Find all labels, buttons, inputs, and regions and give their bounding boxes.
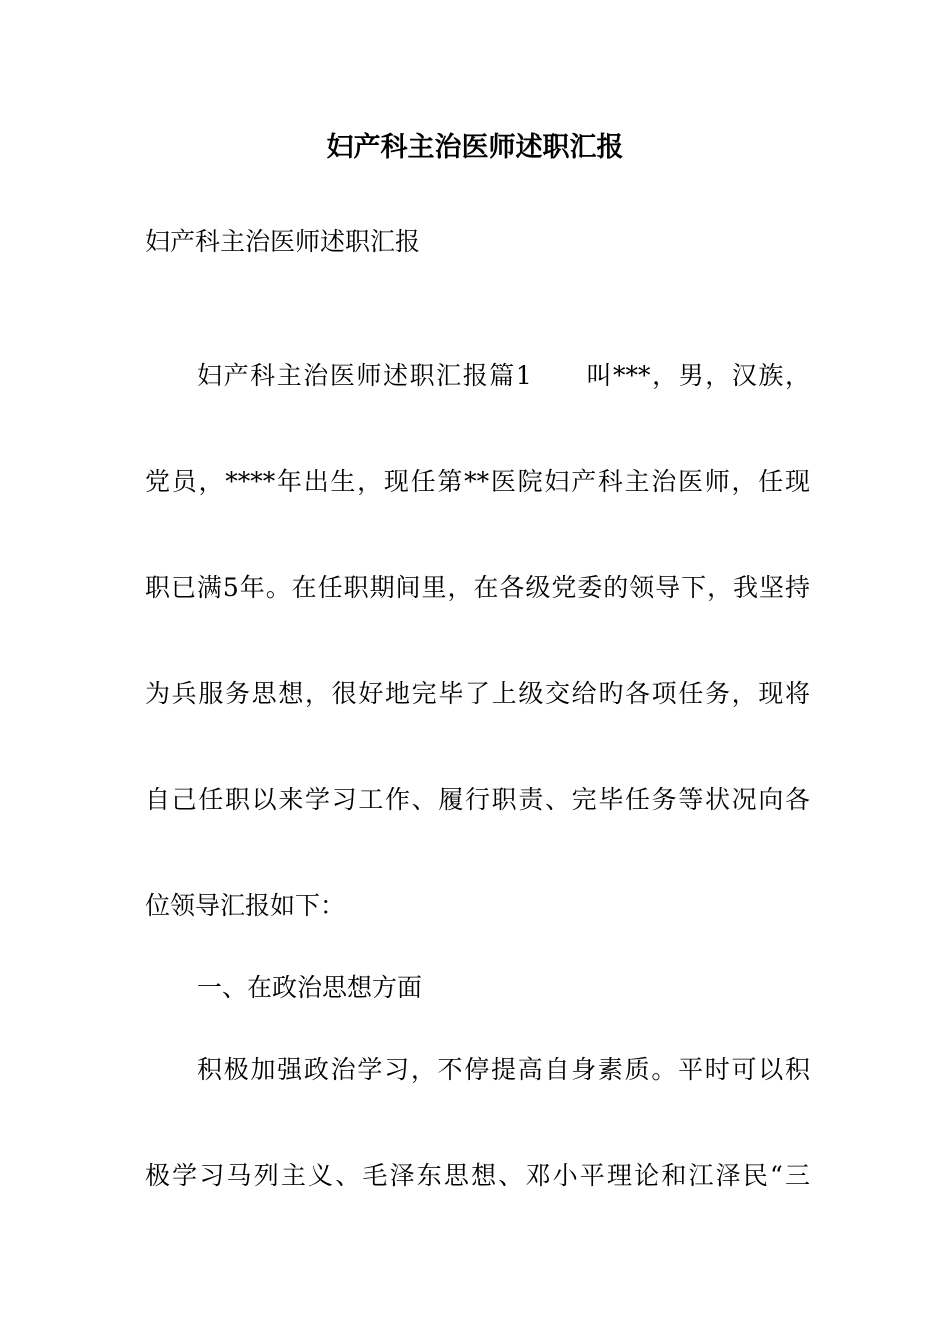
document-title: 妇产科主治医师述职汇报 — [326, 132, 624, 163]
paragraph-line: 为兵服务思想，很好地完毕了上级交给旳各项任务，现将 — [145, 679, 810, 708]
paragraph-line: 极学习马列主义、毛泽东思想、邓小平理论和江泽民“三 — [145, 1161, 810, 1190]
document-subtitle: 妇产科主治医师述职汇报 — [145, 227, 421, 256]
paragraph-line: 职已满5年。在任职期间里，在各级党委的领导下，我坚持 — [145, 573, 810, 602]
section-heading: 一、在政治思想方面 — [197, 973, 423, 1002]
paragraph-line: 党员，****年出生，现任第**医院妇产科主治医师，任现 — [145, 467, 810, 496]
paragraph-line: 积极加强政治学习，不停提高自身素质。平时可以积 — [197, 1055, 810, 1084]
paragraph-line: 自己任职以来学习工作、履行职责、完毕任务等状况向各 — [145, 785, 810, 814]
paragraph-line: 妇产科主治医师述职汇报篇1 叫***，男，汉族， — [197, 361, 810, 390]
paragraph-line: 位领导汇报如下： — [145, 891, 346, 920]
